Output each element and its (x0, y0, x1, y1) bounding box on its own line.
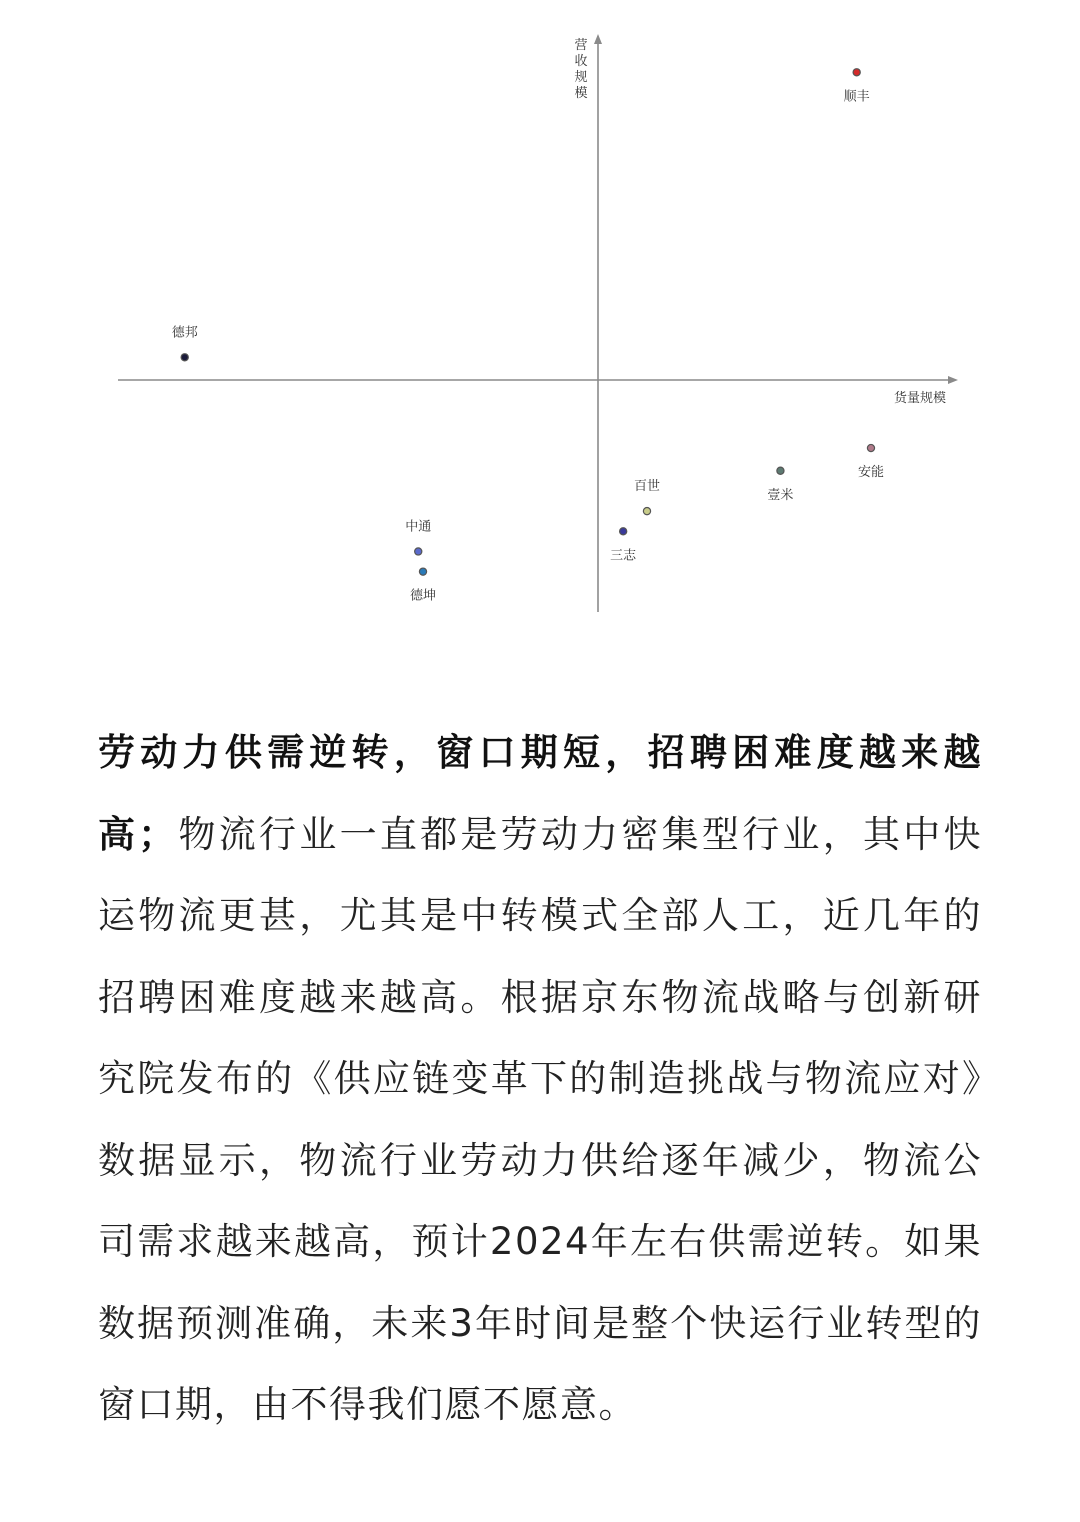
data-point-label: 壹米 (767, 487, 794, 503)
article-paragraph (98, 712, 982, 1446)
data-point (620, 528, 627, 535)
data-point (853, 69, 860, 76)
article-body: 物流行业一直都是劳动力密集型行业，其中快运物流更甚，尤其是中转模式全部人工，近几年的招聘困难度越来越高。根据京东物流战略与创新研究院发布的《供应链变革下的制造挑战与物流应对》数据显示，物流行业劳动力供给逐年减少，物流公司需求越来越高，预计2024年左右供需逆转。如果数据预测准确，未来3年时间是整个快运行业转型的窗口期，由不得我们愿不愿意。 (98, 812, 983, 1426)
y-axis-title: 营收规模 (574, 38, 588, 101)
data-point-label: 百世 (633, 479, 661, 495)
article-lead: 劳动力供需逆转，窗口期短，招聘困难度越来越高； (98, 731, 982, 856)
data-point-label: 中通 (405, 519, 432, 535)
data-point-label: 德邦 (171, 325, 198, 341)
y-axis-arrow-icon (594, 34, 602, 44)
x-axis-title: 货量规模 (893, 391, 946, 406)
data-point (181, 354, 188, 361)
positioning-scatter-chart (0, 0, 1080, 660)
data-point (415, 548, 422, 555)
data-point-label: 三志 (610, 548, 637, 564)
data-point-label: 安能 (857, 465, 884, 481)
data-point-label: 德坤 (409, 588, 437, 604)
x-axis-arrow-icon (948, 376, 958, 384)
data-point-label: 顺丰 (843, 89, 870, 105)
data-point (777, 467, 784, 474)
data-point (419, 568, 426, 575)
data-points (172, 69, 884, 604)
data-point (643, 508, 650, 515)
data-point (867, 444, 874, 451)
